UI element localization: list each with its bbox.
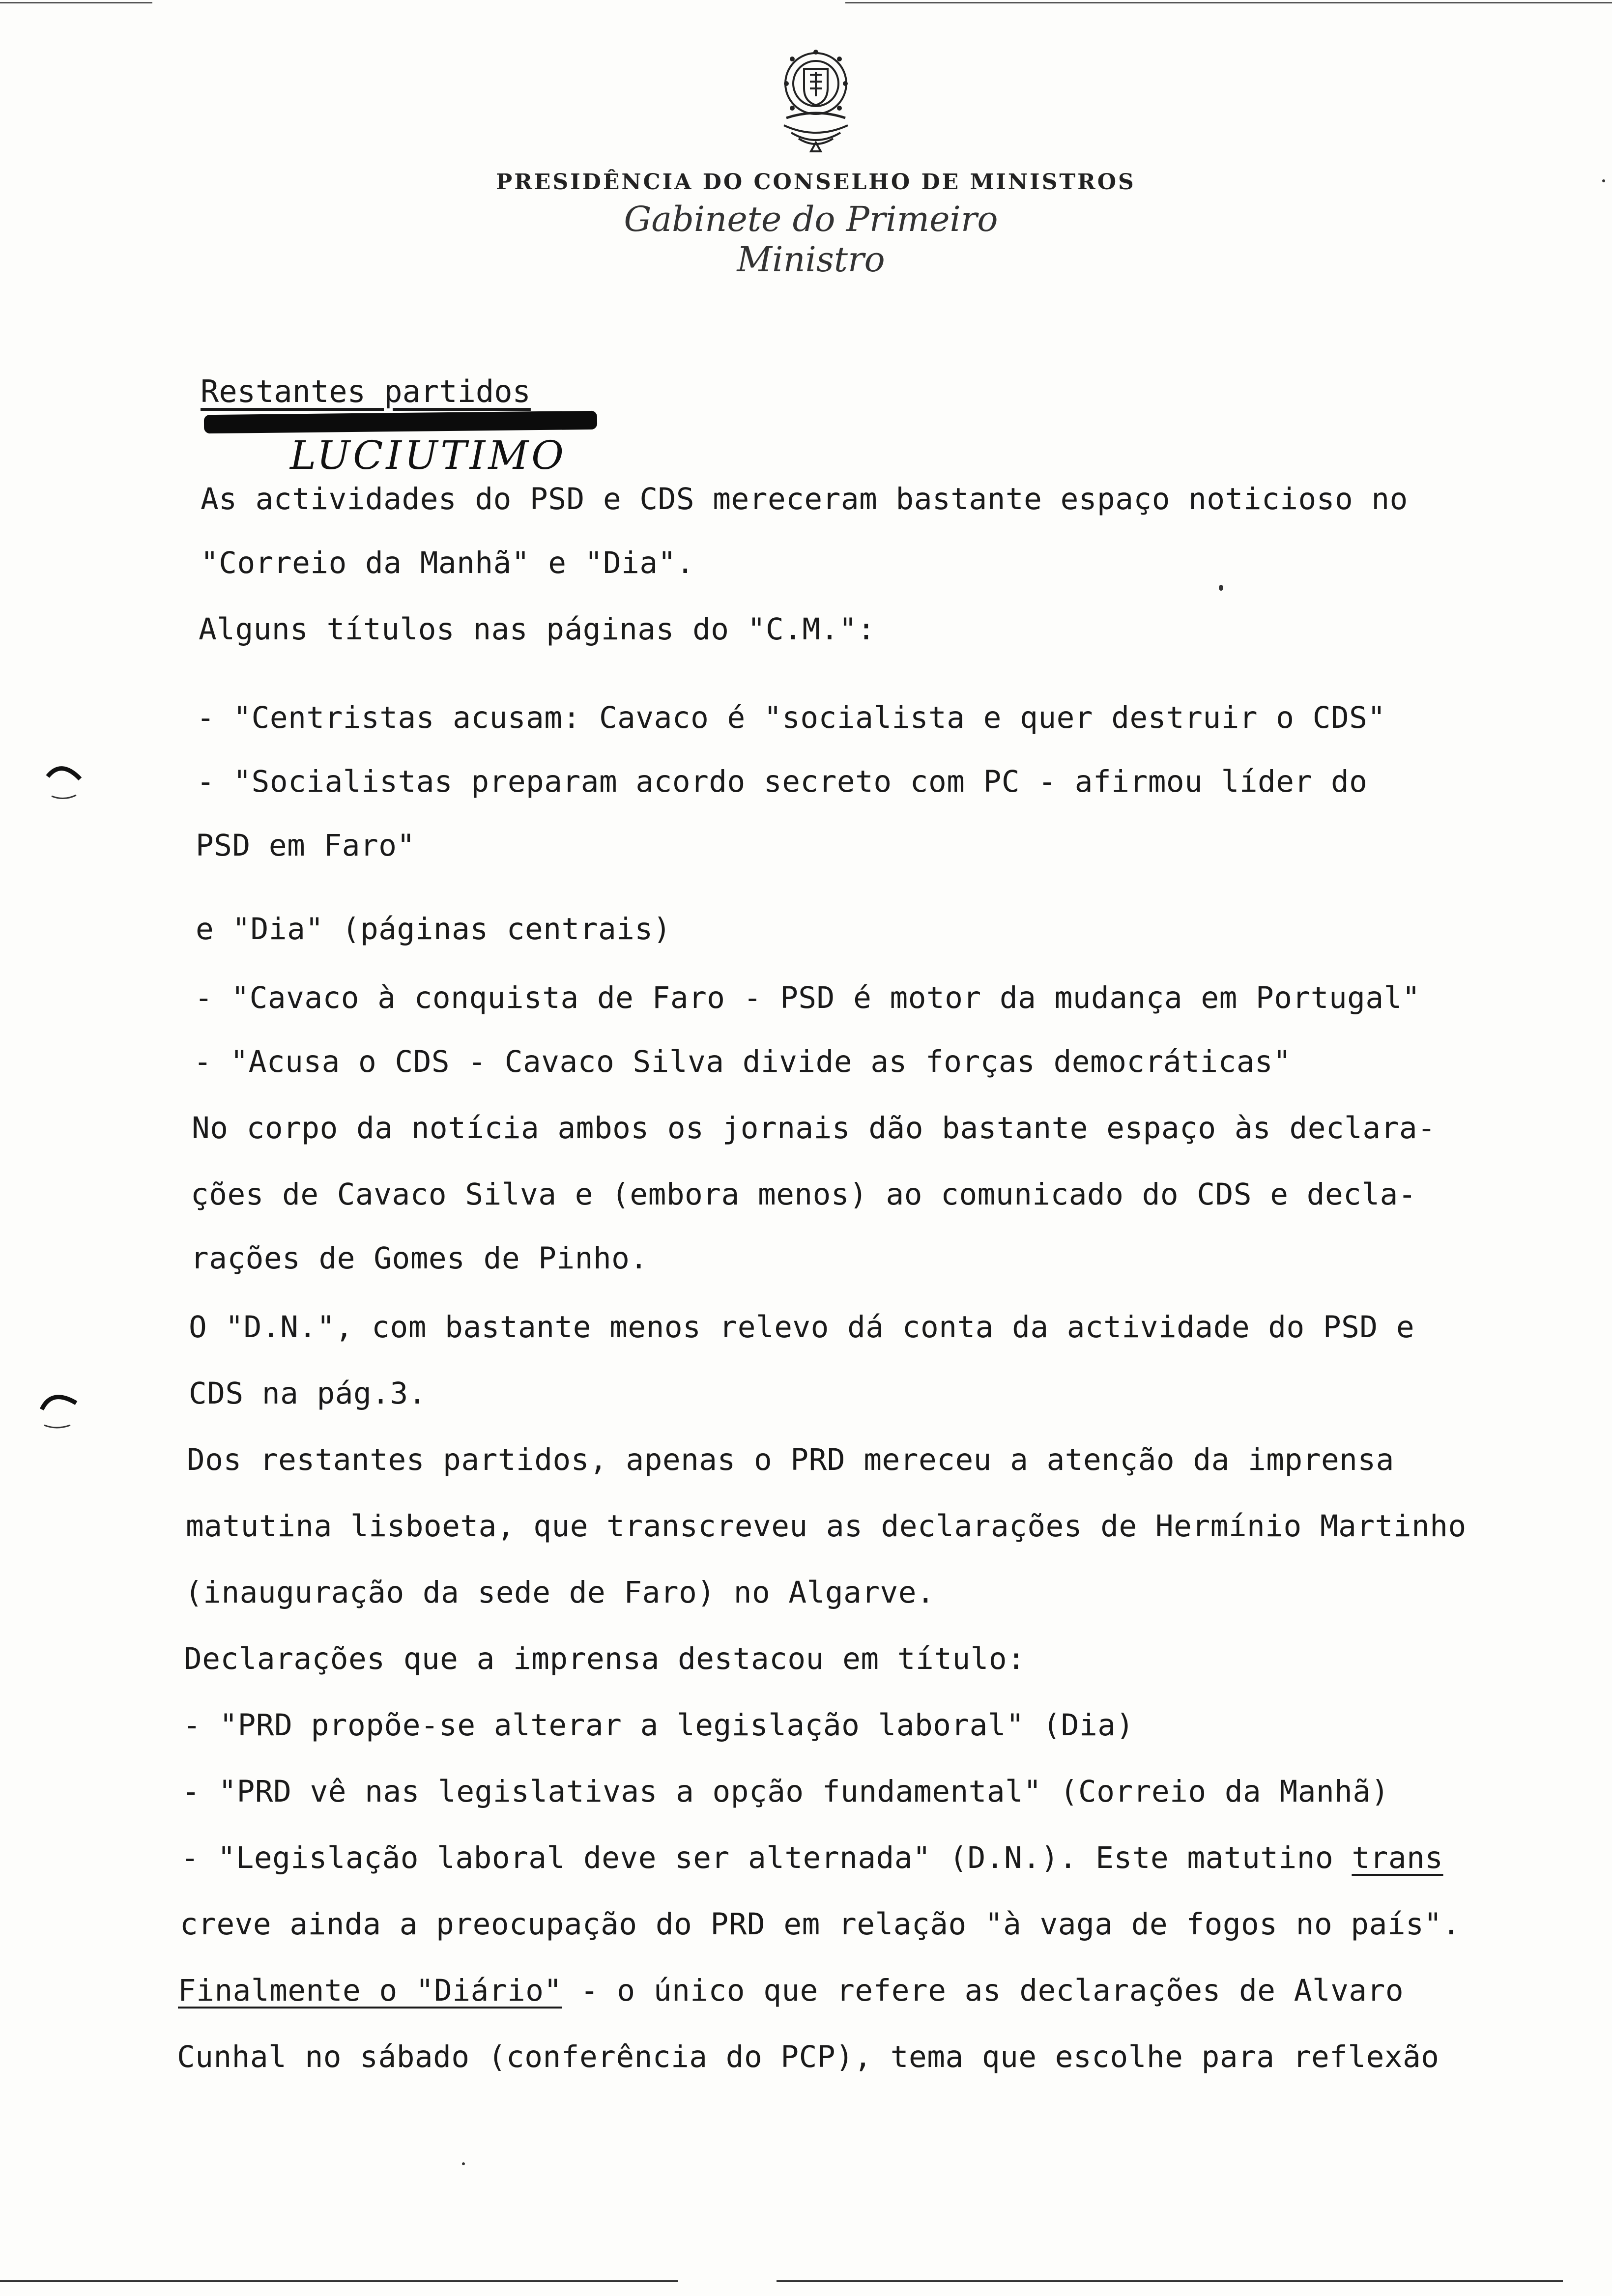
handwritten-annotation: LUCIUTIMO bbox=[290, 432, 567, 478]
text-span: - o único que refere as declarações de Alvaro bbox=[562, 1973, 1404, 2008]
top-edge-rule-left bbox=[0, 2, 152, 3]
text-line: Alguns títulos nas páginas do "C.M.": bbox=[199, 612, 876, 647]
text-line: O "D.N.", com bastante menos relevo dá conta da actividade do PSD e bbox=[189, 1310, 1415, 1345]
text-line: (inauguração da sede de Faro) no Algarve. bbox=[185, 1575, 935, 1610]
scan-speck bbox=[1602, 179, 1605, 182]
list-item bbox=[181, 1840, 1443, 1875]
bottom-edge-rule-right bbox=[777, 2280, 1563, 2282]
text-line: Dos restantes partidos, apenas o PRD mereceu a atenção da imprensa bbox=[187, 1442, 1394, 1477]
text-line: Cunhal no sábado (conferência do PCP), tema que escolhe para reflexão bbox=[177, 2039, 1439, 2074]
underlined-text: Finalmente o "Diário" bbox=[178, 1973, 562, 2008]
text-line: PSD em Faro" bbox=[196, 828, 415, 863]
text-line: As actividades do PSD e CDS mereceram bastante espaço noticioso no bbox=[201, 482, 1408, 517]
list-item: - "PRD propõe-se alterar a legislação laboral" (Dia) bbox=[183, 1708, 1134, 1743]
list-item: - "PRD vê nas legislativas a opção fundamental" (Correio da Manhã) bbox=[182, 1774, 1389, 1809]
text-line: "Correio da Manhã" e "Dia". bbox=[201, 545, 695, 580]
binder-hole-mark bbox=[37, 1386, 81, 1430]
underlined-text: trans bbox=[1352, 1840, 1443, 1875]
text-line: ções de Cavaco Silva e (embora menos) ao comunicado do CDS e decla- bbox=[191, 1177, 1417, 1212]
redaction-bar bbox=[204, 411, 597, 433]
text-line: rações de Gomes de Pinho. bbox=[191, 1241, 648, 1276]
text-line: CDS na pág.3. bbox=[189, 1376, 427, 1411]
text-line: e "Dia" (páginas centrais) bbox=[196, 912, 671, 947]
scan-speck bbox=[462, 2162, 465, 2165]
cabinet-signature: Gabinete do Primeiro Ministro bbox=[624, 199, 998, 280]
letterhead-title: PRESIDÊNCIA DO CONSELHO DE MINISTROS bbox=[496, 170, 1136, 195]
text-span: - "Legislação laboral deve ser alternada" (D.N.). Este matutino bbox=[181, 1840, 1352, 1875]
binder-hole-mark bbox=[42, 757, 86, 801]
list-item: - "Centristas acusam: Cavaco é "socialista e quer destruir o CDS" bbox=[197, 700, 1386, 735]
text-line: No corpo da notícia ambos os jornais dão bastante espaço às declara- bbox=[192, 1111, 1436, 1146]
list-item: - "Cavaco à conquista de Faro - PSD é motor da mudança em Portugal" bbox=[195, 980, 1421, 1015]
scan-speck bbox=[1219, 585, 1223, 591]
text-line: creve ainda a preocupação do PRD em relação "à vaga de fogos no país". bbox=[180, 1907, 1461, 1942]
coat-of-arms-seal bbox=[757, 34, 875, 157]
top-edge-rule-right bbox=[845, 2, 1612, 3]
bottom-edge-rule-left bbox=[0, 2280, 678, 2282]
text-line: matutina lisboeta, que transcreveu as declarações de Hermínio Martinho bbox=[186, 1509, 1467, 1544]
list-item: - "Acusa o CDS - Cavaco Silva divide as forças democráticas" bbox=[194, 1044, 1292, 1079]
section-title: Restantes partidos bbox=[201, 373, 531, 409]
text-line bbox=[178, 1973, 1404, 2008]
text-line: Declarações que a imprensa destacou em título: bbox=[184, 1641, 1026, 1676]
list-item: - "Socialistas preparam acordo secreto com PC - afirmou líder do bbox=[197, 764, 1368, 799]
